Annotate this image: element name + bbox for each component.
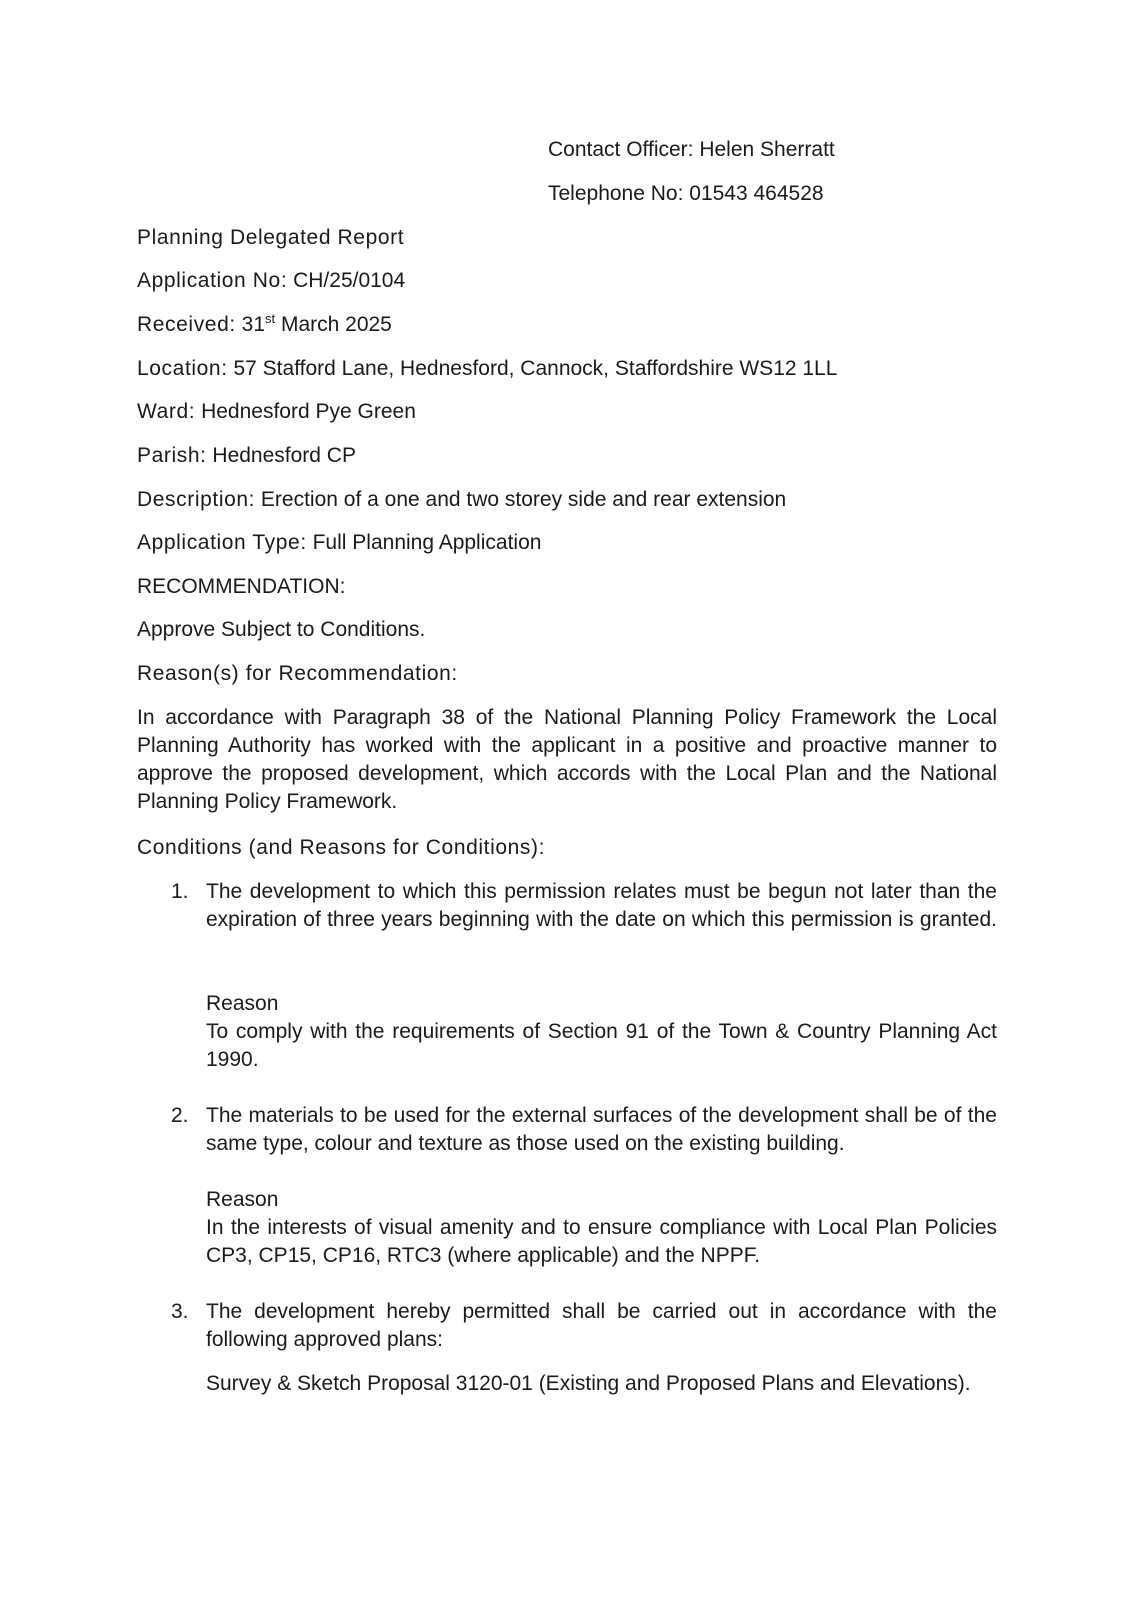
location-label: Location: (137, 357, 228, 380)
application-no-label: Application No: (137, 269, 288, 292)
telephone: Telephone No: 01543 464528 (548, 182, 824, 205)
location (137, 355, 837, 383)
condition-reason-text: In the interests of visual amenity and to ensure compliance with Local Plan Policies CP3, CP15, CP16, RTC3 (where applicable) and the NPPF. (206, 1216, 997, 1267)
received-suffix: st (265, 311, 276, 326)
condition-reason-label: Reason (206, 1188, 279, 1211)
ward (137, 398, 416, 426)
parish-value: Hednesford CP (212, 444, 356, 467)
condition-number: 2. (171, 1104, 189, 1127)
location-value: 57 Stafford Lane, Hednesford, Cannock, Staffordshire WS12 1LL (233, 357, 838, 380)
condition-number: 3. (171, 1300, 189, 1323)
received (137, 311, 392, 339)
application-type-value: Full Planning Application (312, 531, 542, 554)
condition-text: The materials to be used for the external surfaces of the development shall be of the same type, colour and texture as those used on the existing building. (206, 1104, 997, 1155)
description (137, 486, 786, 514)
condition-reason-text: To comply with the requirements of Section 91 of the Town & Country Planning Act 1990. (206, 1020, 997, 1071)
ward-value: Hednesford Pye Green (201, 400, 416, 423)
parish (137, 442, 356, 470)
received-day: 31 (241, 313, 265, 336)
received-label: Received: (137, 313, 236, 336)
application-no-value: CH/25/0104 (293, 269, 406, 292)
recommendation-heading: RECOMMENDATION: (137, 575, 346, 598)
application-type (137, 529, 541, 557)
parish-label: Parish: (137, 444, 207, 467)
condition-reason-label: Reason (206, 992, 279, 1015)
ward-label: Ward: (137, 400, 196, 423)
conditions-heading: Conditions (and Reasons for Conditions): (137, 836, 546, 859)
contact-officer: Contact Officer: Helen Sherratt (548, 138, 835, 161)
reasons-text: In accordance with Paragraph 38 of the National Planning Policy Framework the Local Planning Authority has worked with the applicant in a positive and proactive manner to approve the proposed development, which accords with the Local Plan and the National Planning Policy Framework. (137, 706, 997, 813)
reasons-heading: Reason(s) for Recommendation: (137, 662, 458, 685)
recommendation-value: Approve Subject to Conditions. (137, 618, 426, 641)
condition-plans: Survey & Sketch Proposal 3120-01 (Existing and Proposed Plans and Elevations). (206, 1372, 971, 1395)
condition-number: 1. (171, 880, 189, 903)
condition-text: The development to which this permission relates must be begun not later than the expiration of three years beginning with the date on which this permission is granted. (206, 880, 997, 931)
application-type-label: Application Type: (137, 531, 307, 554)
report-title: Planning Delegated Report (137, 226, 405, 249)
received-rest: March 2025 (280, 313, 392, 336)
condition-text: The development hereby permitted shall be carried out in accordance with the following approved plans: (206, 1300, 997, 1351)
description-label: Description: (137, 488, 256, 511)
application-no (137, 267, 405, 295)
description-value: Erection of a one and two storey side and rear extension (260, 488, 787, 511)
